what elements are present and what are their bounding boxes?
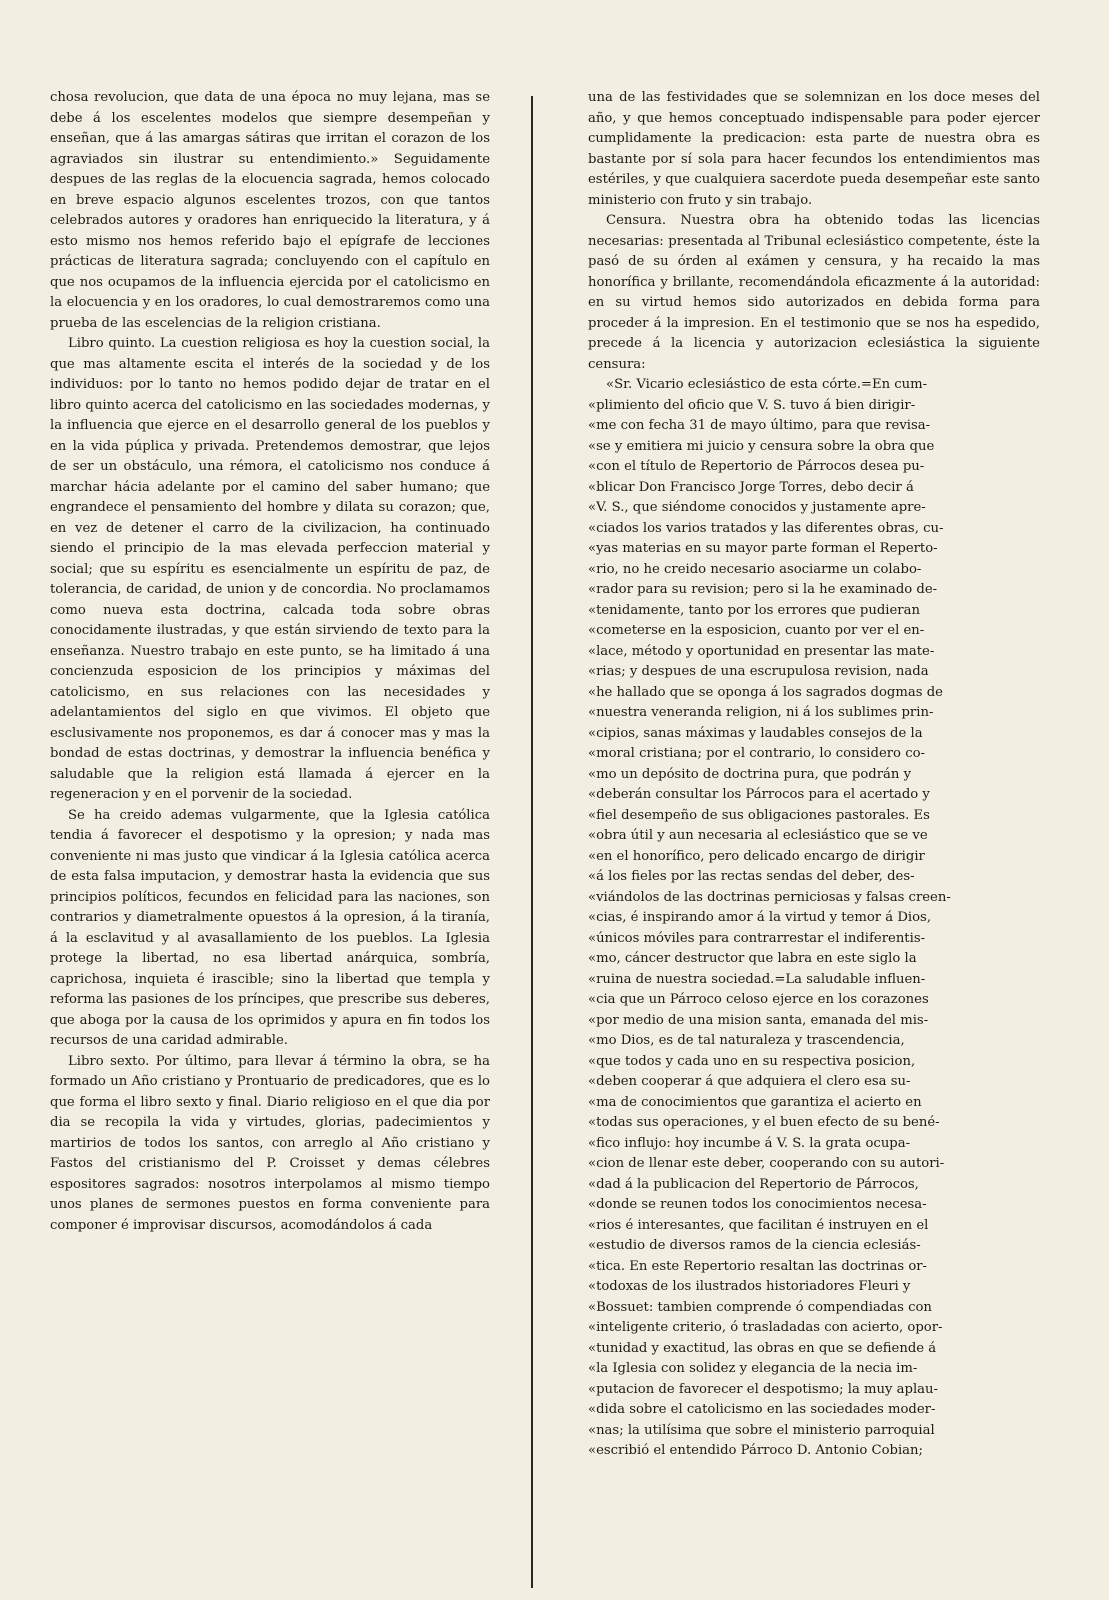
censure-line: «rios é interesantes, que facilitan é instruyen en el — [588, 1217, 929, 1233]
censure-line: «en el honorífico, pero delicado encargo de dirigir — [588, 848, 925, 864]
column-divider — [531, 96, 533, 1588]
paragraph-censura: Censura. Nuestra obra ha obtenido todas las licencias necesarias: presentada al Tribunal eclesiástico competente, éste la pasó de su órden al exámen y censura, y ha recaido la mas honorífica y brillante, recomendándola eficazmente á la autoridad: en su virtud hemos sido autorizados en debida forma para proceder á la impresion. En el testimonio que se nos ha espedido, precede á la licencia y autorizacion eclesiástica la siguiente censura: — [588, 213, 1040, 372]
censure-line: «ciados los varios tratados y las diferentes obras, cu- — [588, 520, 944, 536]
censure-line: «rias; y despues de una escrupulosa revision, nada — [588, 664, 929, 679]
censure-line: «tica. En este Repertorio resaltan las doctrinas or- — [588, 1258, 928, 1274]
censure-line: «con el título de Repertorio de Párrocos desea pu- — [588, 459, 925, 474]
censure-line: «he hallado que se oponga á los sagrados dogmas de — [588, 684, 943, 700]
censure-line: «cometerse en la esposicion, cuanto por ver el en- — [588, 623, 925, 638]
censure-line: «obra útil y aun necesaria al eclesiástico que se ve — [588, 828, 928, 843]
censure-line: «moral cristiana; por el contrario, lo considero co- — [588, 746, 925, 761]
censure-line: «mo un depósito de doctrina pura, que podrán y — [588, 766, 912, 782]
censure-line: «nuestra veneranda religion, ni á los sublimes prin- — [588, 705, 934, 720]
censure-line: «donde se reunen todos los conocimientos necesa- — [588, 1197, 927, 1212]
censure-line: «dad á la publicacion del Repertorio de Párrocos, — [588, 1176, 919, 1192]
paragraph-elocuencia-continued: chosa revolucion, que data de una época no muy lejana, mas se debe á los escelentes modelos que siempre desempeñan y enseñan, que á las amargas sátiras que irritan el corazon de los agraviados sin ilustrar su entendimiento.» Seguidamente despues de las reglas de la elocuencia sagrada, hemos colocado en breve espacio algunos escelentes trozos, con que tantos celebrados autores y oradores han enriquecido la literatura, y á esto mismo nos hemos referido bajo el epígrafe de lecciones prácticas de literatura sagrada; concluyendo con el capítulo en que nos ocupamos de la influencia ejercida por el catolicismo en la elocuencia y en los oradores, lo cual demostraremos como una prueba de las escelencias de la religion cristiana. — [50, 90, 490, 331]
censure-line: «rador para su revision; pero si la he examinado de- — [588, 582, 938, 597]
censure-line: «cion de llenar este deber, cooperando con su autori- — [588, 1156, 945, 1171]
censure-line: «yas materias en su mayor parte forman el Reperto- — [588, 541, 938, 556]
censure-line: «cias, é inspirando amor á la virtud y temor á Dios, — [588, 910, 932, 925]
censure-line: «cipios, sanas máximas y laudables consejos de la — [588, 725, 923, 741]
censure-line: «me con fecha 31 de mayo último, para que revisa- — [588, 418, 931, 433]
censure-line: «viándolos de las doctrinas perniciosas y falsas creen- — [588, 889, 951, 905]
censure-line: «todas sus operaciones, y el buen efecto de su bené- — [588, 1115, 940, 1130]
censure-line: «únicos móviles para contrarrestar el indiferentis- — [588, 930, 926, 946]
paragraph-festividades-continued: una de las festividades que se solemnizan en los doce meses del año, y que hemos conceptuado indispensable para poder ejercer cumplidamente la predicacion: esta parte de nuestra obra es bastante por sí sola para hacer fecundos los entendimientos mas estériles, y que cualquiera sacerdote pueda desempeñar este santo ministerio con fruto y sin trabajo. — [588, 90, 1040, 208]
censure-line: «inteligente criterio, ó trasladadas con acierto, opor- — [588, 1320, 943, 1335]
censure-line: «tunidad y exactitud, las obras en que se defiende á — [588, 1340, 937, 1356]
paragraph-libro-quinto: Libro quinto. La cuestion religiosa es hoy la cuestion social, la que mas altamente escita el interés de la sociedad y de los individuos: por lo tanto no hemos podido dejar de tratar en el libro quinto acerca del catolicismo en las sociedades modernas, y la influencia que ejerce en el desarrollo general de los pueblos y en la vida púplica y privada. Pretendemos demostrar, que lejos de ser un obstáculo, una rémora, el catolicismo nos conduce á marchar hácia adelante por el camino del saber humano; que engrandece el pensamiento del hombre y dilata su corazon; que, en vez de detener el carro de la civilizacion, ha continuado siendo el principio de la mas elevada perfeccion material y social; que su espíritu es esencialmente un espíritu de paz, de tolerancia, de caridad, de union y de concordia. No proclamamos como nueva esta doctrina, calcada toda sobre obras conocidamente ilustradas, y que están sirviendo de texto para la enseñanza. Nuestro trabajo en este punto, se ha limitado á una concienzuda esposicion de los principios y máximas del catolicismo, en sus relaciones con las necesidades y adelantamientos del siglo en que vivimos. El objeto que esclusivamente nos proponemos, es dar á conocer mas y mas la bondad de estas doctrinas, y demostrar la influencia benéfica y saludable que la religion está llamada á ejercer en la regeneracion y en el porvenir de la sociedad. — [50, 336, 490, 802]
censure-line: «ma de conocimientos que garantiza el acierto en — [588, 1094, 922, 1110]
censure-line: «que todos y cada uno en su respectiva posicion, — [588, 1053, 916, 1069]
censure-line: «por medio de una mision santa, emanada del mis- — [588, 1012, 929, 1028]
censure-line: «plimiento del oficio que V. S. tuvo á bien dirigir- — [588, 397, 916, 413]
censure-line: «se y emitiera mi juicio y censura sobre la obra que — [588, 438, 935, 454]
censure-line: «todoxas de los ilustrados historiadores Fleuri y — [588, 1279, 911, 1294]
censure-line: «deben cooperar á que adquiera el clero esa su- — [588, 1074, 911, 1089]
censure-line: «tenidamente, tanto por los errores que pudieran — [588, 602, 920, 618]
censure-line: «putacion de favorecer el despotismo; la muy aplau- — [588, 1381, 938, 1397]
censure-line: «ruina de nuestra sociedad.=La saludable influen- — [588, 971, 926, 987]
left-column — [50, 88, 490, 1593]
paragraph-iglesia-despotismo: Se ha creido ademas vulgarmente, que la Iglesia católica tendia á favorecer el despotismo y la opresion; y nada mas conveniente ni mas justo que vindicar á la Iglesia católica acerca de esta falsa imputacion, y demostrar hasta la evidencia que sus principios políticos, fecundos en felicidad para las naciones, son contrarios y diametralmente opuestos á la opresion, á la tiranía, á la esclavitud y al avasallamiento de los pueblos. La Iglesia protege la libertad, no esa libertad anárquica, sombría, caprichosa, inquieta é irascible; sino la libertad que templa y reforma las pasiones de los príncipes, que prescribe sus deberes, que aboga por la causa de los oprimidos y apura en fin todos los recursos de una caridad admirable. — [50, 807, 490, 1048]
right-column — [588, 88, 1040, 1593]
censure-line: «V. S., que siéndome conocidos y justamente apre- — [588, 500, 926, 515]
censure-quote — [588, 375, 1040, 1462]
censure-line: «á los fieles por las rectas sendas del deber, des- — [588, 869, 915, 884]
censure-line: «cia que un Párroco celoso ejerce en los corazones — [588, 992, 929, 1007]
censure-line: «Sr. Vicario eclesiástico de esta córte.=En cum- — [606, 377, 928, 392]
censure-line: «dida sobre el catolicismo en las sociedades moder- — [588, 1402, 936, 1417]
censure-line: «rio, no he creido necesario asociarme un colabo- — [588, 561, 922, 577]
censure-line: «mo, cáncer destructor que labra en este siglo la — [588, 951, 917, 966]
censure-line: «deberán consultar los Párrocos para el acertado y — [588, 787, 930, 802]
censure-line: «la Iglesia con solidez y elegancia de la necia im- — [588, 1361, 918, 1376]
censure-line: «fiel desempeño de sus obligaciones pastorales. Es — [588, 807, 930, 823]
censure-line: «Bossuet: tambien comprende ó compendiadas con — [588, 1299, 932, 1315]
censure-line: «nas; la utilísima que sobre el ministerio parroquial — [588, 1422, 935, 1438]
paragraph-libro-sexto: Libro sexto. Por último, para llevar á término la obra, se ha formado un Año cristiano y Prontuario de predicadores, que es lo que forma el libro sexto y final. Diario religioso en el que dia por dia se recopila la vida y virtudes, glorias, padecimientos y martirios de todos los santos, con arreglo al Año cristiano y Fastos del cristianismo del P. Croisset y demas célebres espositores sagrados: nosotros interpolamos al mismo tiempo unos planes de sermones puestos en forma conveniente para componer é improvisar discursos, acomodándolos á cada — [50, 1053, 490, 1233]
censure-line: «blicar Don Francisco Jorge Torres, debo decir á — [588, 479, 914, 495]
censure-line: «fico influjo: hoy incumbe á V. S. la grata ocupa- — [588, 1135, 911, 1151]
censure-line: «lace, método y oportunidad en presentar las mate- — [588, 643, 935, 659]
censure-line: «estudio de diversos ramos de la ciencia eclesiás- — [588, 1238, 921, 1253]
censure-line: «escribió el entendido Párroco D. Antonio Cobian; — [588, 1443, 923, 1458]
censure-line: «mo Dios, es de tal naturaleza y trascendencia, — [588, 1033, 905, 1048]
